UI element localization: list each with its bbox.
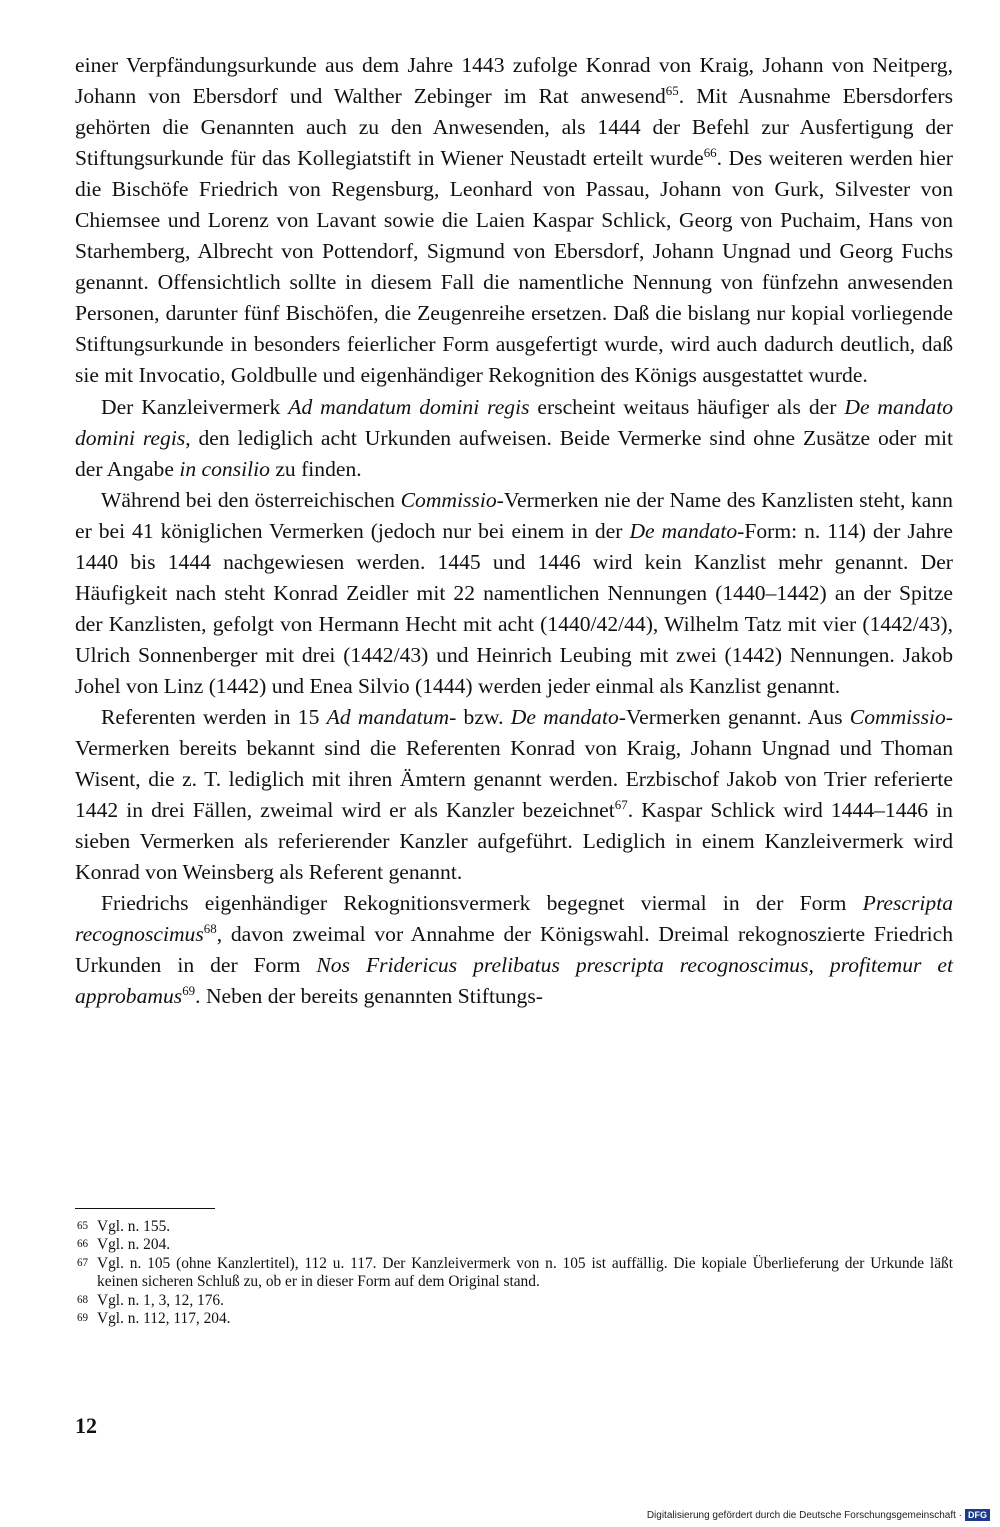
paragraph xyxy=(75,392,953,485)
italic-term: Prescripta recognoscimus xyxy=(75,891,953,947)
paragraph xyxy=(75,888,953,1012)
italic-term: in consilio xyxy=(179,456,270,481)
text-run: -Form: n. 114) der Jahre 1440 bis 1444 nachgewiesen werden. 1445 und 1446 wird kein Kanzlist mehr genannt. Der Häufigkeit nach steht Konrad Zeidler mit 22 namentlichen Nennungen (1440–1442) an der Spitze der Kanzlisten, gefolgt von Hermann Hecht mit acht (1440/42/44), Wilhelm Tatz mit vier (1442/43), Ulrich Sonnenberger mit drei (1442/43) und Heinrich Leubing mit zwei (1442) Nennungen. Jakob Johel von Linz (1442) und Enea Silvio (1444) werden jeder einmal als Kanzlist genannt. xyxy=(75,518,953,698)
footnote xyxy=(75,1218,953,1236)
italic-term: Nos Fridericus prelibatus prescripta recognoscimus, profitemur et approbamus xyxy=(75,953,953,1009)
footnote-ref: 65 xyxy=(665,82,679,98)
text-run: -Vermerken nie der Name des Kanzlisten steht, kann er bei 41 königlichen Vermerken (jedoch nur bei einem in der xyxy=(75,487,953,543)
text-run: . Des weiteren werden hier die Bischöfe Friedrich von Regensburg, Leonhard von Passau, Johann von Gurk, Silvester von Chiemsee und Lorenz von Lavant sowie die Laien Kaspar Schlick, Georg von Puchaim, Hans von Starhemberg, Albrecht von Pottendorf, Sigmund von Ebersdorf, Johann Ungnad und Georg Fuchs genannt. Offensichtlich sollte in diesem Fall die namentliche Nennung von fünfzehn anwesenden Personen, darunter fünf Bischöfen, die Zeugenreihe ersetzen. Daß die bislang nur kopial vorliegende Stiftungsurkunde in besonders feierlicher Form ausgefertigt wurde, wird auch dadurch deutlich, daß sie mit Invocatio, Goldbulle und eigenhändiger Rekognition des Königs ausgestattet wurde. xyxy=(75,146,954,388)
text-run: erscheint weitaus häufiger als der xyxy=(529,394,845,419)
paragraph xyxy=(75,702,953,888)
footnote-ref: 69 xyxy=(182,983,196,999)
page-number: 12 xyxy=(75,1413,97,1438)
text-run: Während bei den österreichischen xyxy=(101,487,401,512)
text-run: bzw. xyxy=(456,704,511,729)
text-run: -Vermerken bereits bekannt sind die Referenten Konrad von Kraig, Johann Ungnad und Thoman Wisent, die z. T. lediglich mit ihren Ämtern genannt werden. Erzbischof Jakob von Trier referierte 1442 in drei Fällen, zweimal wird er als Kanzler bezeichnet xyxy=(75,704,953,823)
italic-term: De mandato- xyxy=(510,704,626,729)
paragraph xyxy=(75,50,953,392)
footnote-text: Vgl. n. 1, 3, 12, 176. xyxy=(97,1291,224,1309)
footnote-number: 69 xyxy=(77,1312,89,1325)
footnotes xyxy=(75,1218,953,1328)
italic-term: De mandato xyxy=(629,518,738,543)
text-run: . Kaspar Schlick wird 1444–1446 in sieben Vermerken als referierender Kanzler aufgeführt. Lediglich in einem Kanzleivermerk wird Konrad von Weinsberg als Referent genannt. xyxy=(75,798,953,885)
text-run: zu finden. xyxy=(269,456,362,481)
footnote-number: 67 xyxy=(77,1256,89,1269)
footnote xyxy=(75,1292,953,1310)
footnote xyxy=(75,1236,953,1254)
credit-text: Digitalisierung gefördert durch die Deutsche Forschungsgemeinschaft · xyxy=(646,1509,962,1521)
text-run: einer Verpfändungsurkunde aus dem Jahre 1443 zufolge Konrad von Kraig, Johann von Neitperg, Johann von Ebersdorf und Walther Zebinger im Rat anwesend xyxy=(75,53,953,109)
footnote xyxy=(75,1255,953,1292)
footnote-ref: 67 xyxy=(614,796,628,812)
digitization-credit xyxy=(647,1509,990,1521)
text-run: . Mit Ausnahme Ebersdorfers gehörten die Genannten auch zu den Anwesenden, als 1444 der Befehl zur Ausfertigung der Stiftungsurkunde für das Kollegiatstift in Wiener Neustadt erteilt wurde xyxy=(75,84,953,171)
text-run: , den lediglich acht Urkunden aufweisen. Beide Vermerke sind ohne Zusätze oder mit der Angabe xyxy=(75,425,953,481)
footnote-separator xyxy=(75,1208,215,1209)
footnote-text: Vgl. n. 204. xyxy=(97,1236,171,1254)
footnote-text: Vgl. n. 105 (ohne Kanzlertitel), 112 u. 117. Der Kanzleivermerk von n. 105 ist auffällig. Die kopiale Überlieferung der Urkunde läßt keinen sicheren Schluß zu, ob er in dieser Form auf dem Original stand. xyxy=(97,1254,953,1291)
footnote-number: 66 xyxy=(77,1238,89,1251)
main-text xyxy=(75,50,953,1012)
footnote-text: Vgl. n. 155. xyxy=(97,1218,171,1235)
text-run: Der Kanzleivermerk xyxy=(101,394,289,419)
footnote-ref: 68 xyxy=(203,921,217,937)
footnote-text: Vgl. n. 112, 117, 204. xyxy=(97,1310,231,1328)
dfg-logo: DFG xyxy=(965,1509,990,1521)
text-run: , davon zweimal vor Annahme der Königswahl. Dreimal rekognoszierte Friedrich Urkunden in der Form xyxy=(75,922,953,978)
italic-term: Ad mandatum domini regis xyxy=(288,394,530,419)
text-run: Friedrichs eigenhändiger Rekognitionsvermerk begegnet viermal in der Form xyxy=(101,891,863,916)
italic-term: Commissio xyxy=(400,487,497,512)
text-run: Vermerken genannt. Aus xyxy=(625,704,850,729)
text-run: Referenten werden in 15 xyxy=(101,704,327,729)
italic-term: Commissio xyxy=(849,704,946,729)
italic-term: De mandato domini regis xyxy=(75,394,954,450)
italic-term: Ad mandatum- xyxy=(326,704,457,729)
footnote xyxy=(75,1310,953,1328)
footnote-number: 65 xyxy=(77,1220,89,1232)
footnote-number: 68 xyxy=(77,1293,89,1306)
paragraph xyxy=(75,485,953,702)
footnote-ref: 66 xyxy=(703,144,717,160)
text-run: . Neben der bereits genannten Stiftungs- xyxy=(195,984,543,1009)
